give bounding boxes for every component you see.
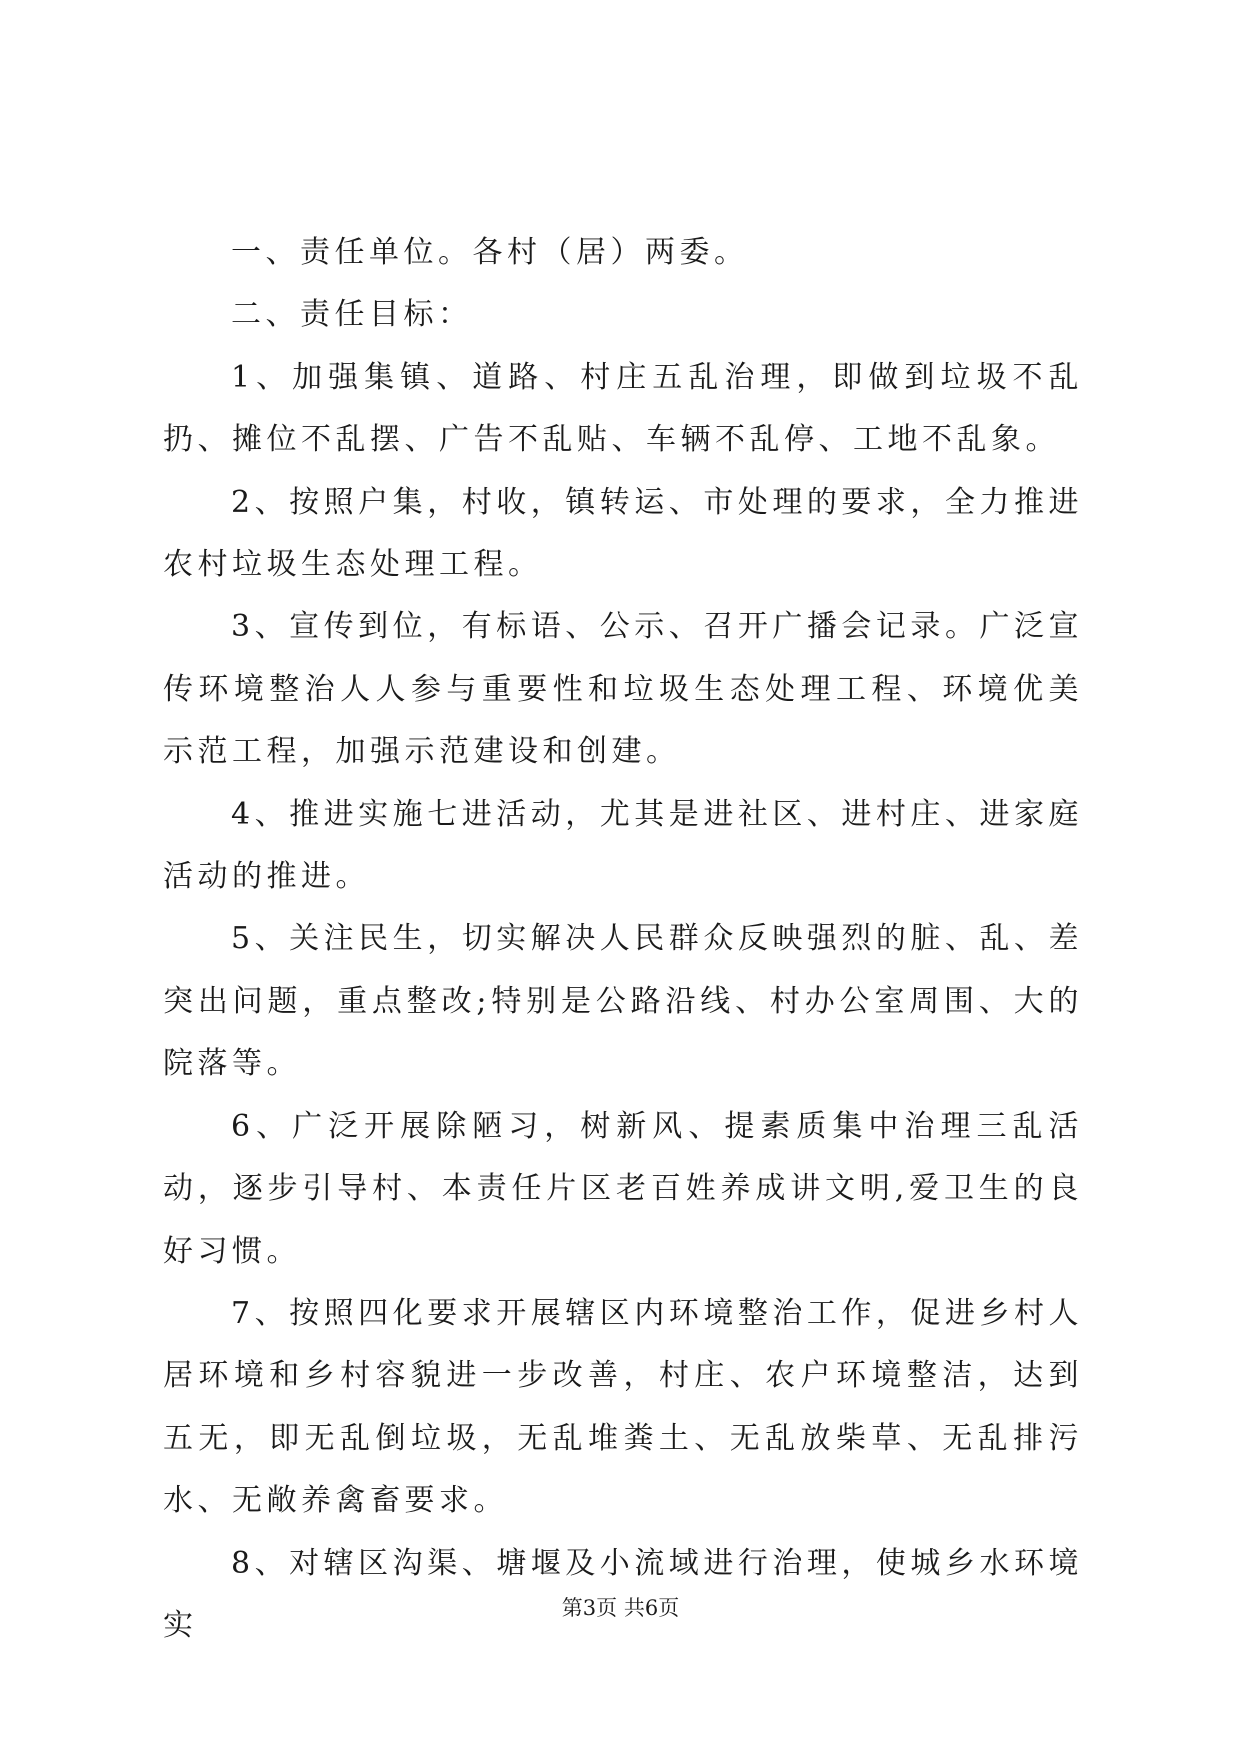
document-body <box>163 222 1083 1657</box>
goal-item-1: 1、加强集镇、道路、村庄五乱治理，即做到垃圾不乱扔、摊位不乱摆、广告不乱贴、车辆不乱停、工地不乱象。 <box>163 359 1083 458</box>
section-heading-unit: 一、责任单位。各村（居）两委。 <box>231 235 749 270</box>
page-number-footer: 第3页 共6页 <box>561 1596 680 1620</box>
goal-item-3: 3、宣传到位，有标语、公示、召开广播会记录。广泛宣传环境整治人人参与重要性和垃圾生态处理工程、环境优美示范工程，加强示范建设和创建。 <box>163 609 1083 770</box>
goal-item-2: 2、按照户集，村收，镇转运、市处理的要求，全力推进农村垃圾生态处理工程。 <box>163 484 1083 583</box>
goal-item-7: 7、按照四化要求开展辖区内环境整治工作，促进乡村人居环境和乡村容貌进一步改善，村庄、农户环境整洁，达到五无，即无乱倒垃圾，无乱堆粪土、无乱放柴草、无乱排污水、无敞养禽畜要求。 <box>163 1295 1083 1519</box>
goal-item-6: 6、广泛开展除陋习，树新风、提素质集中治理三乱活动，逐步引导村、本责任片区老百姓养成讲文明,爱卫生的良好习惯。 <box>163 1108 1083 1269</box>
goal-item-4: 4、推进实施七进活动，尤其是进社区、进村庄、进家庭活动的推进。 <box>163 796 1083 895</box>
section-heading-goals: 二、责任目标： <box>231 297 473 333</box>
goal-item-8: 8、对辖区沟渠、塘堰及小流域进行治理，使城乡水环境实 <box>163 1545 1083 1643</box>
goal-item-5: 5、关注民生，切实解决人民群众反映强烈的脏、乱、差突出问题，重点整改;特别是公路沿线、村办公室周围、大的院落等。 <box>163 921 1083 1082</box>
